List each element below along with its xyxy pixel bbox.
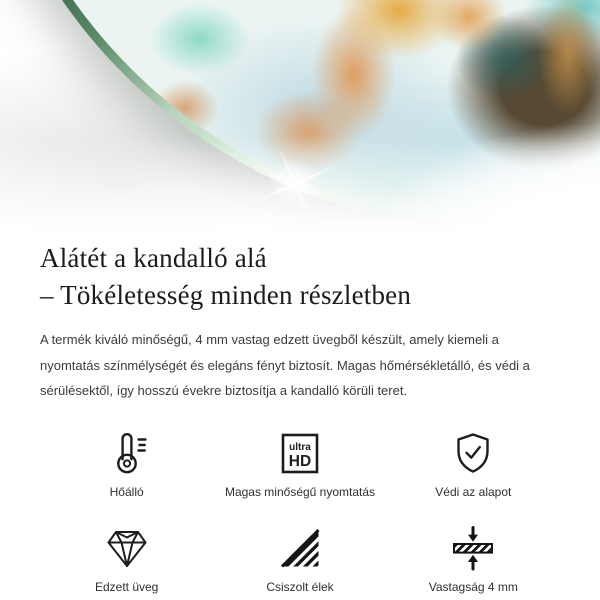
features-grid [40,430,560,594]
page-title [40,240,560,314]
feature-label: Csiszolt élek [266,579,334,594]
product-description: A termék kiváló minőségű, 4 mm vastag edzett üvegből készült, amely kiemeli a nyomtatás színmélységét és elegáns fényt biztosít. Magas hőmérsékletálló, és védi a sérülésektől, így hosszú évekre biztosítja a kandalló körüli teret. [40,332,530,398]
svg-text:ultra: ultra [289,441,311,453]
feature-polished-edges [266,525,333,594]
feature-label: Hőálló [109,484,144,499]
feature-protects-base [435,430,511,499]
shield-check-icon [450,430,496,476]
feature-label: Magas minőségű nyomtatás [224,484,376,499]
feature-label: Vastagság 4 mm [428,579,518,594]
product-photo [0,0,600,236]
feature-label: Edzett üveg [94,579,159,594]
feature-tempered-glass [95,525,158,594]
thermometer-icon [104,430,150,476]
feature-label: Védi az alapot [435,484,512,499]
diamond-icon [104,525,150,571]
svg-text:HD: HD [288,452,312,470]
thickness-icon [450,525,496,571]
polished-edges-icon [277,525,323,571]
product-info [0,240,600,594]
feature-thickness [429,525,518,594]
feature-ultra-hd-print [225,430,375,499]
ultra-hd-icon [277,430,323,476]
feature-heat-resistant [104,430,150,499]
title-line-1: Alátét a kandalló alá [40,243,267,273]
title-line-2: – Tökéletesség minden részletben [40,280,412,310]
photo-fade [0,0,600,236]
